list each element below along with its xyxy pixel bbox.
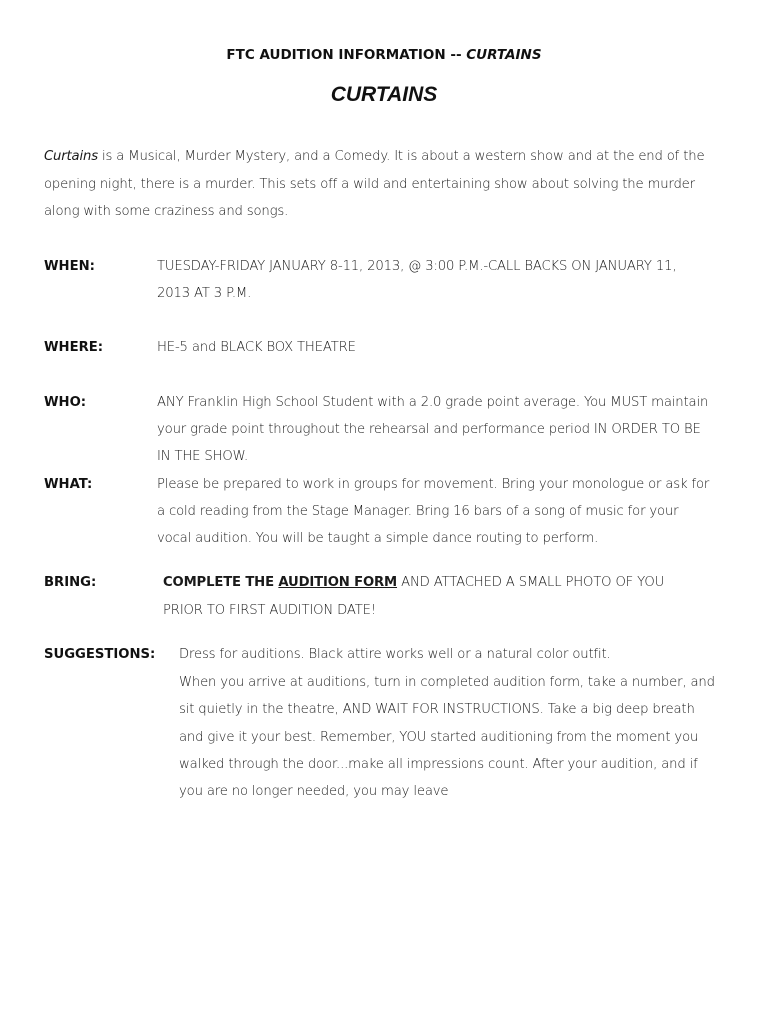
what-line-1: Please be prepared to work in groups for movement. Bring your monologue or ask for <box>157 477 710 492</box>
audition-form-link[interactable]: AUDITION FORM <box>278 575 398 590</box>
bring-line-2: PRIOR TO FIRST AUDITION DATE! <box>163 603 376 618</box>
bring-label: BRING: <box>44 575 97 590</box>
who-line-1: ANY Franklin High School Student with a 2.0 grade point average. You MUST maintain <box>157 395 709 410</box>
when-line-1: TUESDAY-FRIDAY JANUARY 8-11, 2013, @ 3:00 P.M.-CALL BACKS ON JANUARY 11, <box>157 259 677 274</box>
header-prefix: FTC AUDITION INFORMATION -- <box>226 47 467 63</box>
intro-line-3: along with some craziness and songs. <box>44 204 289 219</box>
suggestions-line-2: When you arrive at auditions, turn in completed audition form, take a number, and <box>179 675 715 690</box>
suggestions-line-6: you are no longer needed, you may leave <box>179 784 449 799</box>
document-header <box>0 47 768 63</box>
suggestions-label: SUGGESTIONS: <box>44 647 156 662</box>
who-line-3: IN THE SHOW. <box>157 449 249 464</box>
when-line-2: 2013 AT 3 P.M. <box>157 286 252 301</box>
where-line-1: HE-5 and BLACK BOX THEATRE <box>157 340 356 355</box>
what-line-3: vocal audition. You will be taught a simple dance routing to perform. <box>157 531 599 546</box>
who-label: WHO: <box>44 395 87 410</box>
intro-line-1: Curtains is a Musical, Murder Mystery, and a Comedy. It is about a western show and at the end of the <box>44 149 705 164</box>
suggestions-line-5: walked through the door...make all impressions count. After your audition, and if <box>179 757 698 772</box>
header-show-name: CURTAINS <box>466 47 542 63</box>
suggestions-line-4: and give it your best. Remember, YOU started auditioning from the moment you <box>179 730 699 745</box>
suggestions-line-1: Dress for auditions. Black attire works well or a natural color outfit. <box>179 647 611 662</box>
when-label: WHEN: <box>44 259 95 274</box>
suggestions-line-3: sit quietly in the theatre, AND WAIT FOR INSTRUCTIONS. Take a big deep breath <box>179 702 695 717</box>
where-label: WHERE: <box>44 340 104 355</box>
who-line-2: your grade point throughout the rehearsal and performance period IN ORDER TO BE <box>157 422 701 437</box>
what-line-2: a cold reading from the Stage Manager. Bring 16 bars of a song of music for your <box>157 504 679 519</box>
intro-show-name: Curtains <box>44 149 98 164</box>
what-label: WHAT: <box>44 477 93 492</box>
intro-line-2: opening night, there is a murder. This sets off a wild and entertaining show about solving the murder <box>44 177 695 192</box>
page-title: CURTAINS <box>330 83 438 106</box>
bring-line-1: COMPLETE THE AUDITION FORM AND ATTACHED A SMALL PHOTO OF YOU <box>163 575 665 590</box>
